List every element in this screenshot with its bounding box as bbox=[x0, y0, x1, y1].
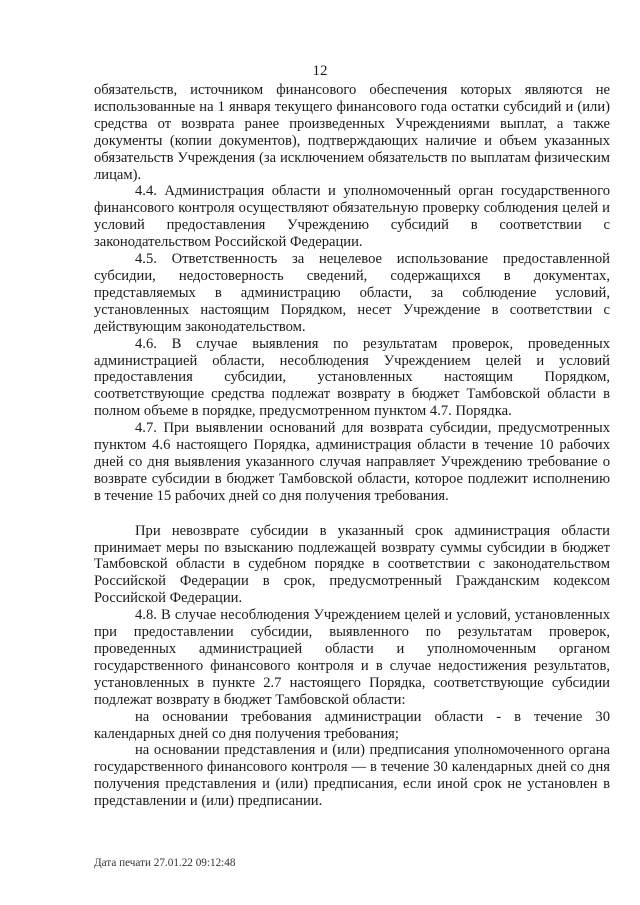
paragraph-4-8: 4.8. В случае несоблюдения Учреждением целей и условий, установленных при предоставлении субсидии, выявленного по результатам проверок, проведенных администрацией области и уполномоченным органом государственного финансового контроля и в случае недостижения результатов, установленных в пункте 2.7 настоящего Порядка, соответствующие субсидии подлежат возврату в бюджет Тамбовской области: bbox=[94, 607, 610, 708]
print-date-footer: Дата печати 27.01.22 09:12:48 bbox=[94, 857, 236, 869]
paragraph-4-5: 4.5. Ответственность за нецелевое использование предоставленной субсидии, недостоверность сведений, содержащихся в документах, представляемых в администрацию области, за соблюдение условий, установленных настоящим Порядком, несет Учреждение в соответствии с действующим законодательством. bbox=[94, 251, 610, 335]
paragraph-4-4: 4.4. Администрация области и уполномоченный орган государственного финансового контроля осуществляют обязательную проверку соблюдения целей и условий предоставления Учреждению субсидий в соответствии с законодательством Российской Федерации. bbox=[94, 183, 610, 251]
paragraph-4-7: 4.7. При выявлении оснований для возврата субсидии, предусмотренных пунктом 4.6 настоящего Порядка, администрация области в течение 10 рабочих дней со дня выявления указанного случая направляет Учреждению требование о возврате субсидии в бюджет Тамбовской области, которое подлежит исполнению в течение 15 рабочих дней со дня получения требования. bbox=[94, 420, 610, 504]
document-body bbox=[94, 82, 610, 810]
paragraph-order-basis: на основании представления и (или) предписания уполномоченного органа государственного финансового контроля — в течение 30 календарных дней со дня получения представления и (или) предписания, если иной срок не установлен в представлении и (или) предписании. bbox=[94, 742, 610, 810]
paragraph-4-6: 4.6. В случае выявления по результатам проверок, проведенных администрацией области, несоблюдения Учреждением целей и условий предоставления субсидии, установленных настоящим Порядком, соответствующие средства подлежат возврату в бюджет Тамбовской области в полном объеме в порядке, предусмотренном пунктом 4.7. Порядка. bbox=[94, 335, 610, 420]
paragraph-demand-basis: на основании требования администрации области - в течение 30 календарных дней со дня получения требования; bbox=[94, 708, 610, 742]
page-number: 12 bbox=[312, 63, 328, 79]
paragraph-continuation: обязательств, источником финансового обеспечения которых являются не использованные на 1 января текущего финансового года остатки субсидий и (или) средства от возврата ранее произведенных Учреждениями выплат, а также документы (копии документов), подтверждающих наличие и объем указанных обязательств Учреждения (за исключением обязательств по выплатам физическим лицам). bbox=[94, 82, 610, 183]
paragraph-non-return: При невозврате субсидии в указанный срок администрация области принимает меры по взысканию подлежащей возврату суммы субсидии в бюджет Тамбовской области в судебном порядке в соответствии с законодательством Российской Федерации в срок, предусмотренный Гражданским кодексом Российской Федерации. bbox=[94, 522, 610, 607]
